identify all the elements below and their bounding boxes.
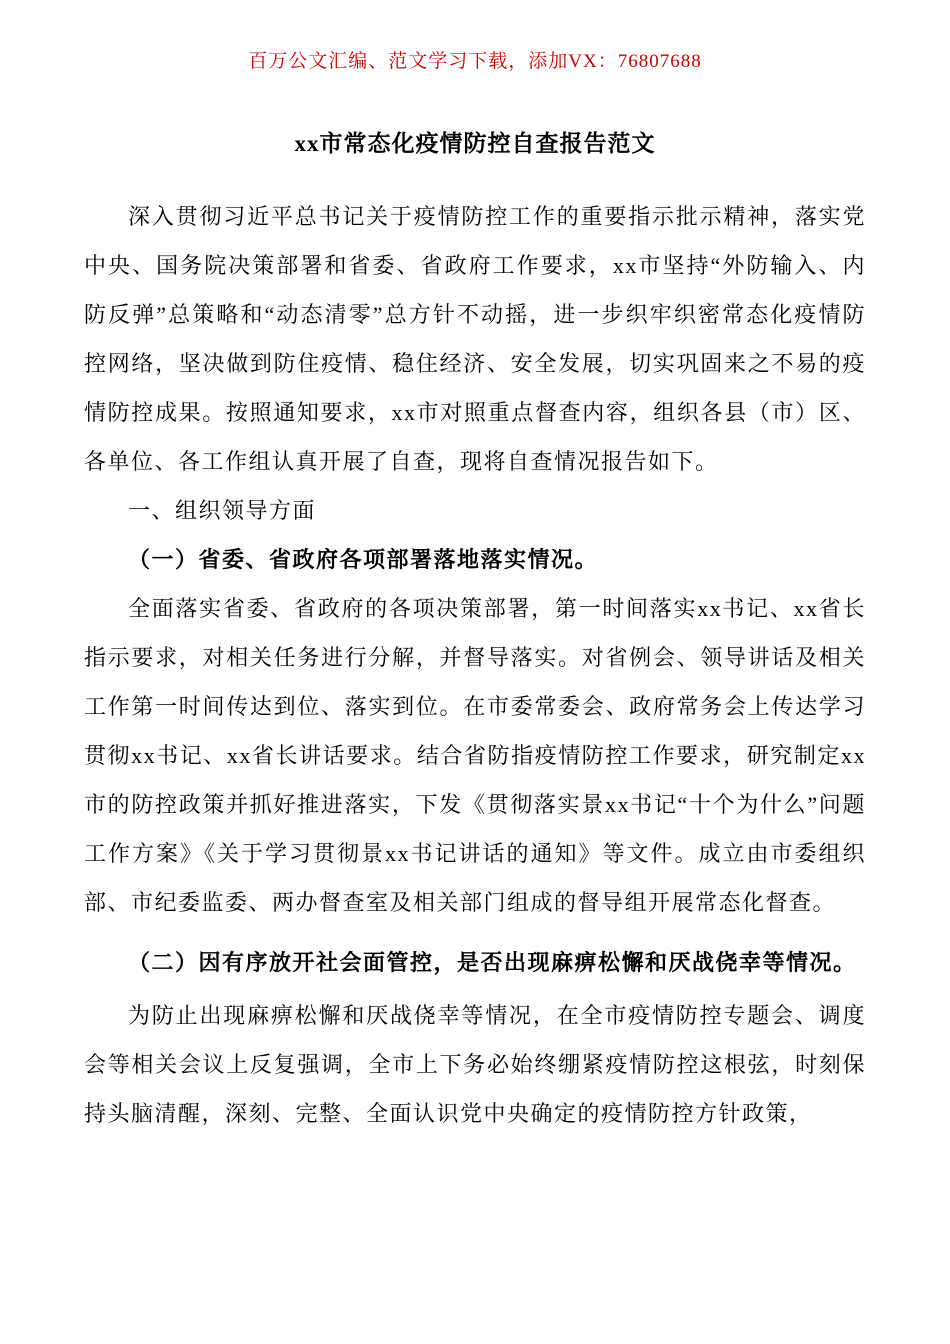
paragraph-body-1: 全面落实省委、省政府的各项决策部署，第一时间落实xx书记、xx省长指示要求，对相关任务进行分解，并督导落实。对省例会、领导讲话及相关工作第一时间传达到位、落实到位。在市委常委会、政府常务会上传达学习贯彻xx书记、xx省长讲话要求。结合省防指疫情防控工作要求，研究制定xx市的防控政策并抓好推进落实，下发《贯彻落实景xx书记“十个为什么”问题工作方案》《关于学习贯彻景xx书记讲话的通知》等文件。成立由市委组织部、市纪委监委、两办督查室及相关部门组成的督导组开展常态化督查。 <box>84 596 866 915</box>
paragraph-intro: 深入贯彻习近平总书记关于疫情防控工作的重要指示批示精神，落实党中央、国务院决策部署和省委、省政府工作要求，xx市坚持“外防输入、内防反弹”总策略和“动态清零”总方针不动摇，进一步织牢织密常态化疫情防控网络，坚决做到防住疫情、稳住经济、安全发展，切实巩固来之不易的疫情防控成果。按照通知要求，xx市对照重点督查内容，组织各县（市）区、各单位、各工作组认真开展了自查，现将自查情况报告如下。 <box>84 204 866 474</box>
subsection-heading-2: （二）因有序放开社会面管控，是否出现麻痹松懈和厌战侥幸等情况。 <box>128 950 857 975</box>
document-title: xx市常态化疫情防控自查报告范文 <box>294 131 656 156</box>
subsection-heading-1: （一）省委、省政府各项部署落地落实情况。 <box>128 547 599 572</box>
promo-banner: 百万公文汇编、范文学习下载，添加VX：76807688 <box>248 51 702 72</box>
paragraph-body-2: 为防止出现麻痹松懈和厌战侥幸等情况，在全市疫情防控专题会、调度会等相关会议上反复强调，全市上下务必始终绷紧疫情防控这根弦，时刻保持头脑清醒，深刻、完整、全面认识党中央确定的疫情防控方针政策， <box>84 1003 866 1126</box>
section-heading: 一、组织领导方面 <box>128 498 317 523</box>
document-body <box>84 192 866 1138</box>
